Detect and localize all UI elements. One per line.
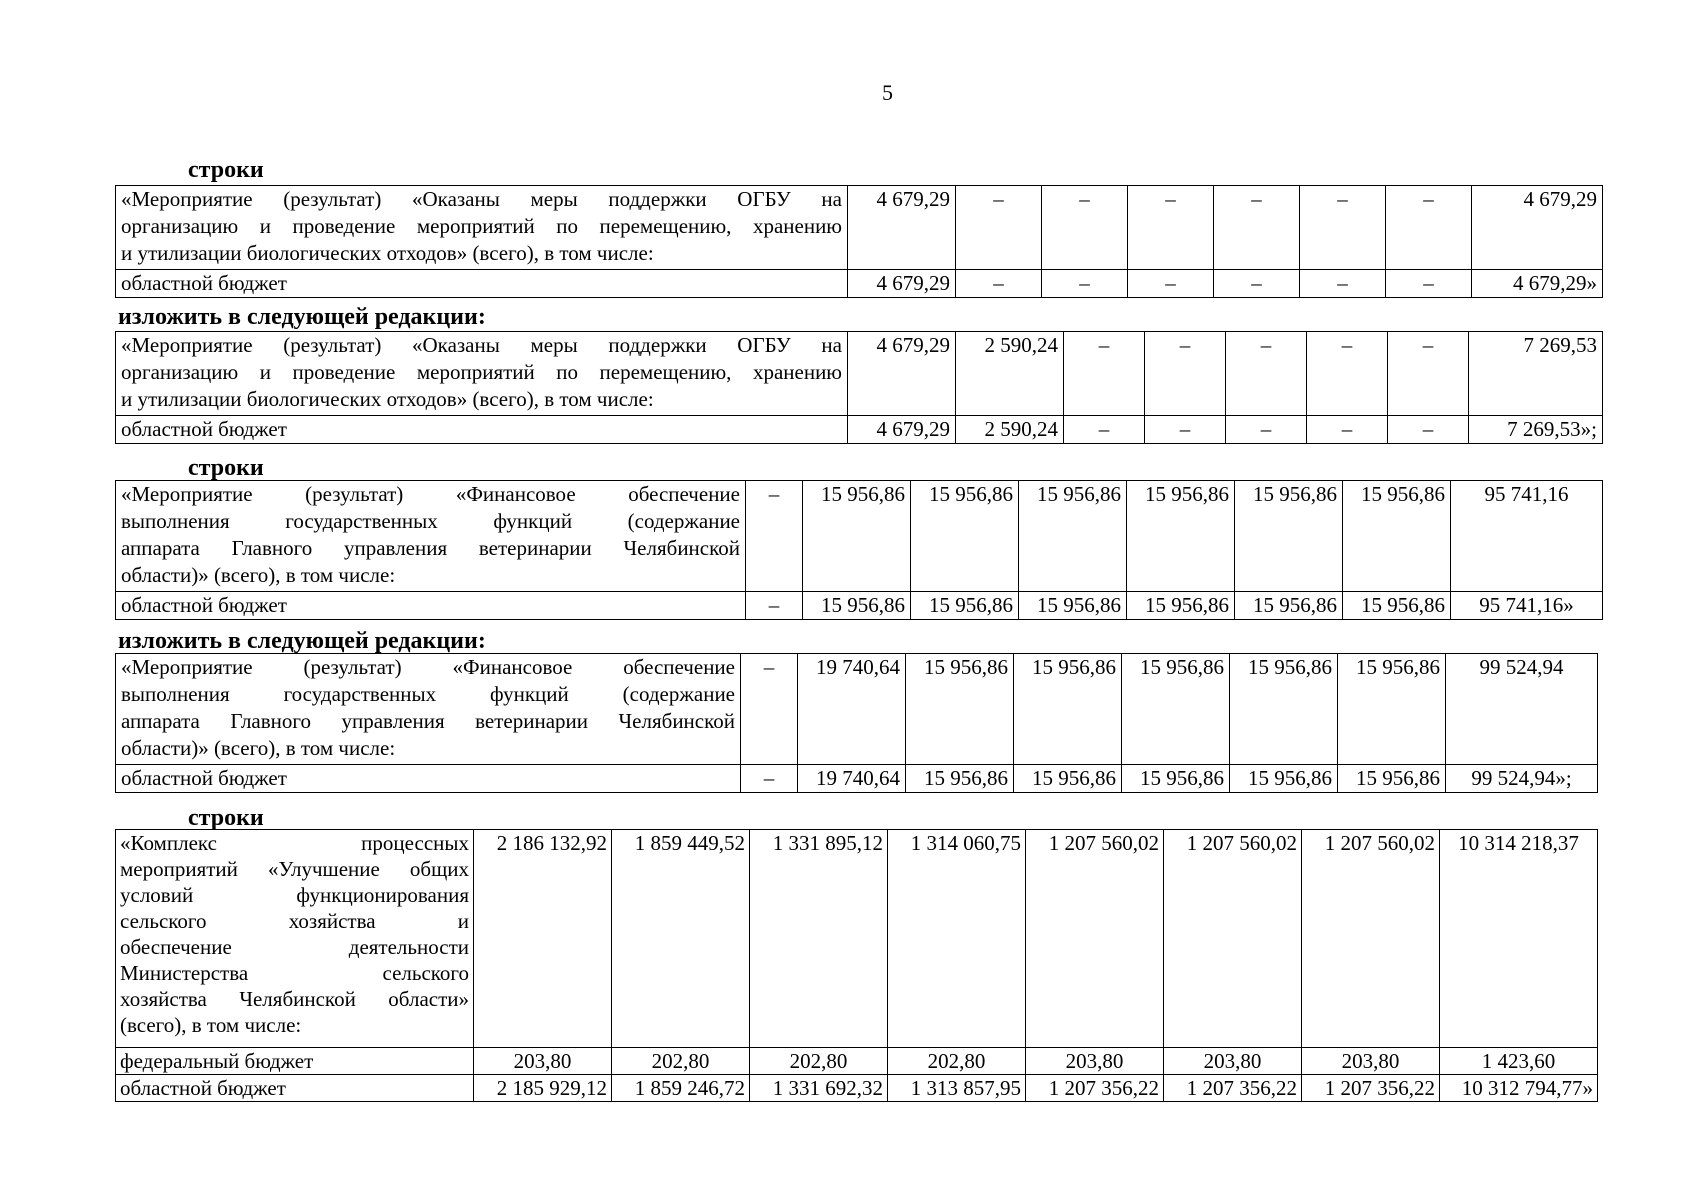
total-cell: 10 312 794,77» <box>1440 1075 1598 1102</box>
value-cell: 1 314 060,75 <box>888 830 1026 1048</box>
value-cell: 15 956,86 <box>1343 592 1451 620</box>
budget-label: областной бюджет <box>116 416 848 444</box>
total-cell: 4 679,29 <box>1472 186 1603 270</box>
value-cell: 15 956,86 <box>1122 654 1230 765</box>
value-cell: 2 186 132,92 <box>474 830 612 1048</box>
value-cell: 1 207 560,02 <box>1302 830 1440 1048</box>
value-cell: 15 956,86 <box>906 765 1014 793</box>
value-cell: 1 207 560,02 <box>1164 830 1302 1048</box>
value-cell: 1 207 356,22 <box>1302 1075 1440 1102</box>
value-cell: – <box>1388 416 1469 444</box>
value-cell: – <box>1300 270 1386 298</box>
value-cell: 202,80 <box>612 1048 750 1075</box>
value-cell: 1 331 895,12 <box>750 830 888 1048</box>
total-cell: 99 524,94»; <box>1446 765 1598 793</box>
value-cell: 15 956,86 <box>906 654 1014 765</box>
total-cell: 99 524,94 <box>1446 654 1598 765</box>
value-cell: 19 740,64 <box>798 765 906 793</box>
total-cell: 10 314 218,37 <box>1440 830 1598 1048</box>
table-row <box>116 332 1603 416</box>
value-cell: 203,80 <box>1164 1048 1302 1075</box>
value-cell: 15 956,86 <box>1127 481 1235 592</box>
value-cell: – <box>1226 332 1307 416</box>
value-cell: 202,80 <box>888 1048 1026 1075</box>
value-cell: – <box>956 270 1042 298</box>
value-cell: 4 679,29 <box>848 186 956 270</box>
value-cell: – <box>1307 416 1388 444</box>
value-cell: – <box>1128 186 1214 270</box>
table-row <box>116 654 1598 765</box>
value-cell: 2 185 929,12 <box>474 1075 612 1102</box>
value-cell: 202,80 <box>750 1048 888 1075</box>
label-restate-2: изложить в следующей редакции: <box>118 628 486 654</box>
budget-label: областной бюджет <box>116 592 746 620</box>
total-cell: 4 679,29» <box>1472 270 1603 298</box>
value-cell: 15 956,86 <box>1230 765 1338 793</box>
total-cell: 7 269,53 <box>1469 332 1603 416</box>
value-cell: – <box>746 592 803 620</box>
value-cell: 15 956,86 <box>1014 654 1122 765</box>
value-cell: – <box>1388 332 1469 416</box>
value-cell: – <box>746 481 803 592</box>
value-cell: 15 956,86 <box>803 481 911 592</box>
value-cell: 15 956,86 <box>1122 765 1230 793</box>
value-cell: – <box>1214 270 1300 298</box>
value-cell: – <box>1064 332 1145 416</box>
label-restate-1: изложить в следующей редакции: <box>118 304 486 330</box>
value-cell: 15 956,86 <box>803 592 911 620</box>
page-number: 5 <box>882 80 893 105</box>
table-block1-new <box>115 331 1603 444</box>
value-cell: – <box>1064 416 1145 444</box>
value-cell: 15 956,86 <box>1230 654 1338 765</box>
value-cell: 15 956,86 <box>1235 592 1343 620</box>
table-row <box>116 270 1603 298</box>
value-cell: 4 679,29 <box>848 332 956 416</box>
row-description: «Мероприятие (результат) «Оказаны меры поддержки ОГБУ на организацию и проведение мероприятий по перемещению, хранению и утилизации биологических отходов» (всего), в том числе: <box>116 332 848 416</box>
label-strings-2: строки <box>188 455 264 481</box>
value-cell: 1 331 692,32 <box>750 1075 888 1102</box>
table-block2-old <box>115 480 1603 620</box>
value-cell: 203,80 <box>1026 1048 1164 1075</box>
value-cell: – <box>1386 270 1472 298</box>
budget-label: федеральный бюджет <box>116 1048 474 1075</box>
value-cell: 203,80 <box>474 1048 612 1075</box>
row-description: «Мероприятие (результат) «Финансовое обеспечение выполнения государственных функций (содержание аппарата Главного управления ветеринарии Челябинской области)» (всего), в том числе: <box>116 481 746 592</box>
budget-label: областной бюджет <box>116 270 848 298</box>
value-cell: 2 590,24 <box>956 332 1064 416</box>
row-description: «Мероприятие (результат) «Финансовое обеспечение выполнения государственных функций (содержание аппарата Главного управления ветеринарии Челябинской области)» (всего), в том числе: <box>116 654 741 765</box>
label-strings-1: строки <box>188 157 264 183</box>
value-cell: – <box>1042 186 1128 270</box>
table-row <box>116 1048 1598 1075</box>
total-cell: 1 423,60 <box>1440 1048 1598 1075</box>
value-cell: – <box>1145 416 1226 444</box>
total-cell: 7 269,53»; <box>1469 416 1603 444</box>
value-cell: 15 956,86 <box>1338 654 1446 765</box>
table-row <box>116 765 1598 793</box>
label-strings-3: строки <box>188 805 264 831</box>
value-cell: 1 859 246,72 <box>612 1075 750 1102</box>
table-row <box>116 481 1603 592</box>
table-row <box>116 592 1603 620</box>
value-cell: 2 590,24 <box>956 416 1064 444</box>
value-cell: 15 956,86 <box>1338 765 1446 793</box>
value-cell: 15 956,86 <box>1235 481 1343 592</box>
value-cell: 15 956,86 <box>1019 481 1127 592</box>
table-row <box>116 186 1603 270</box>
value-cell: – <box>741 765 798 793</box>
total-cell: 95 741,16 <box>1451 481 1603 592</box>
value-cell: – <box>1145 332 1226 416</box>
value-cell: 15 956,86 <box>1014 765 1122 793</box>
value-cell: 15 956,86 <box>1127 592 1235 620</box>
table-block1-old <box>115 185 1603 298</box>
value-cell: – <box>1226 416 1307 444</box>
value-cell: 1 859 449,52 <box>612 830 750 1048</box>
value-cell: 4 679,29 <box>848 270 956 298</box>
table-block2-new <box>115 653 1598 793</box>
row-description: «Комплекс процессных мероприятий «Улучшение общих условий функционирования сельского хозяйства и обеспечение деятельности Министерства сельского хозяйства Челябинской области» (всего), в том числе: <box>116 830 474 1048</box>
value-cell: – <box>1128 270 1214 298</box>
value-cell: 1 207 560,02 <box>1026 830 1164 1048</box>
value-cell: – <box>741 654 798 765</box>
value-cell: – <box>1042 270 1128 298</box>
value-cell: 1 207 356,22 <box>1026 1075 1164 1102</box>
row-description: «Мероприятие (результат) «Оказаны меры поддержки ОГБУ на организацию и проведение мероприятий по перемещению, хранению и утилизации биологических отходов» (всего), в том числе: <box>116 186 848 270</box>
value-cell: 1 313 857,95 <box>888 1075 1026 1102</box>
table-row <box>116 1075 1598 1102</box>
value-cell: – <box>1300 186 1386 270</box>
value-cell: 15 956,86 <box>911 481 1019 592</box>
value-cell: 15 956,86 <box>1343 481 1451 592</box>
budget-label: областной бюджет <box>116 1075 474 1102</box>
value-cell: – <box>1386 186 1472 270</box>
value-cell: 203,80 <box>1302 1048 1440 1075</box>
table-row <box>116 416 1603 444</box>
value-cell: 15 956,86 <box>1019 592 1127 620</box>
total-cell: 95 741,16» <box>1451 592 1603 620</box>
value-cell: 19 740,64 <box>798 654 906 765</box>
value-cell: 4 679,29 <box>848 416 956 444</box>
table-block3 <box>115 829 1598 1102</box>
value-cell: – <box>956 186 1042 270</box>
value-cell: – <box>1214 186 1300 270</box>
budget-label: областной бюджет <box>116 765 741 793</box>
table-row <box>116 830 1598 1048</box>
value-cell: 15 956,86 <box>911 592 1019 620</box>
value-cell: – <box>1307 332 1388 416</box>
value-cell: 1 207 356,22 <box>1164 1075 1302 1102</box>
